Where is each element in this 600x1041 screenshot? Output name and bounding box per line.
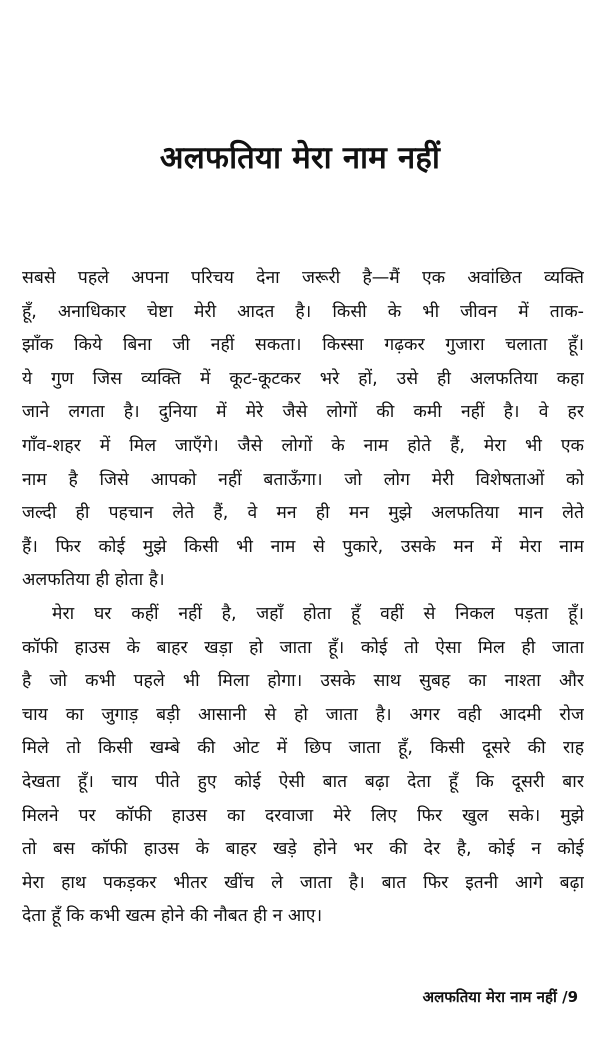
- text-line: अलफतिया ही होता है।: [22, 570, 165, 591]
- text-line: हूँ, अनाधिकार चेष्टा मेरी आदत है। किसी के भी जीवन में ताक-: [22, 301, 584, 322]
- text-line: है जो कभी पहले भी मिला होगा। उसके साथ सुबह का नाश्ता और: [22, 671, 584, 692]
- text-line: मिलने पर कॉफी हाउस का दरवाजा मेरे लिए फिर खुल सके। मुझे: [22, 805, 584, 826]
- text-line: देता हूँ कि कभी खत्म होने की नौबत ही न आए।: [22, 906, 323, 927]
- page-number: 9: [567, 988, 578, 1006]
- body-text: [22, 262, 584, 934]
- paragraph-1: [22, 262, 584, 598]
- text-line: देखता हूँ। चाय पीते हुए कोई ऐसी बात बढ़ा देता हूँ कि दूसरी बार: [22, 771, 584, 792]
- chapter-title: अलफतिया मेरा नाम नहीं: [159, 140, 441, 176]
- text-line: जल्दी ही पहचान लेते हैं, वे मन ही मन मुझे अलफतिया मान लेते: [22, 503, 584, 524]
- text-line: ये गुण जिस व्यक्ति में कूट-कूटकर भरे हों, उसे ही अलफतिया कहा: [22, 368, 584, 389]
- text-line: मेरा घर कहीं नहीं है, जहाँ होता हूँ वहीं से निकल पड़ता हूँ।: [52, 603, 584, 624]
- text-line: नाम है जिसे आपको नहीं बताऊँगा। जो लोग मेरी विशेषताओं को: [22, 469, 584, 490]
- paragraph-2: [22, 598, 584, 934]
- text-line: मेरा हाथ पकड़कर भीतर खींच ले जाता है। बात फिर इतनी आगे बढ़ा: [22, 872, 584, 893]
- running-title: अलफतिया मेरा नाम नहीं: [422, 988, 557, 1006]
- text-line: चाय का जुगाड़ बड़ी आसानी से हो जाता है। अगर वही आदमी रोज: [22, 704, 584, 725]
- text-line: झाँक किये बिना जी नहीं सकता। किस्सा गढ़कर गुजारा चलाता हूँ।: [22, 335, 584, 356]
- footer-separator: /: [562, 988, 568, 1006]
- text-line: हैं। फिर कोई मुझे किसी भी नाम से पुकारे, उसके मन में मेरा नाम: [22, 536, 584, 557]
- text-line: मिले तो किसी खम्बे की ओट में छिप जाता हूँ, किसी दूसरे की राह: [22, 738, 584, 759]
- text-line: तो बस कॉफी हाउस के बाहर खड़े होने भर की देर है, कोई न कोई: [22, 839, 584, 860]
- page-footer: [423, 985, 578, 1009]
- text-line: सबसे पहले अपना परिचय देना जरूरी है—मैं एक अवांछित व्यक्ति: [22, 268, 584, 288]
- text-line: कॉफी हाउस के बाहर खड़ा हो जाता हूँ। कोई तो ऐसा मिल ही जाता: [22, 637, 584, 658]
- text-line: जाने लगता है। दुनिया में मेरे जैसे लोगों की कमी नहीं है। वे हर: [22, 402, 584, 423]
- text-line: गाँव-शहर में मिल जाएँगे। जैसे लोगों के नाम होते हैं, मेरा भी एक: [22, 435, 584, 456]
